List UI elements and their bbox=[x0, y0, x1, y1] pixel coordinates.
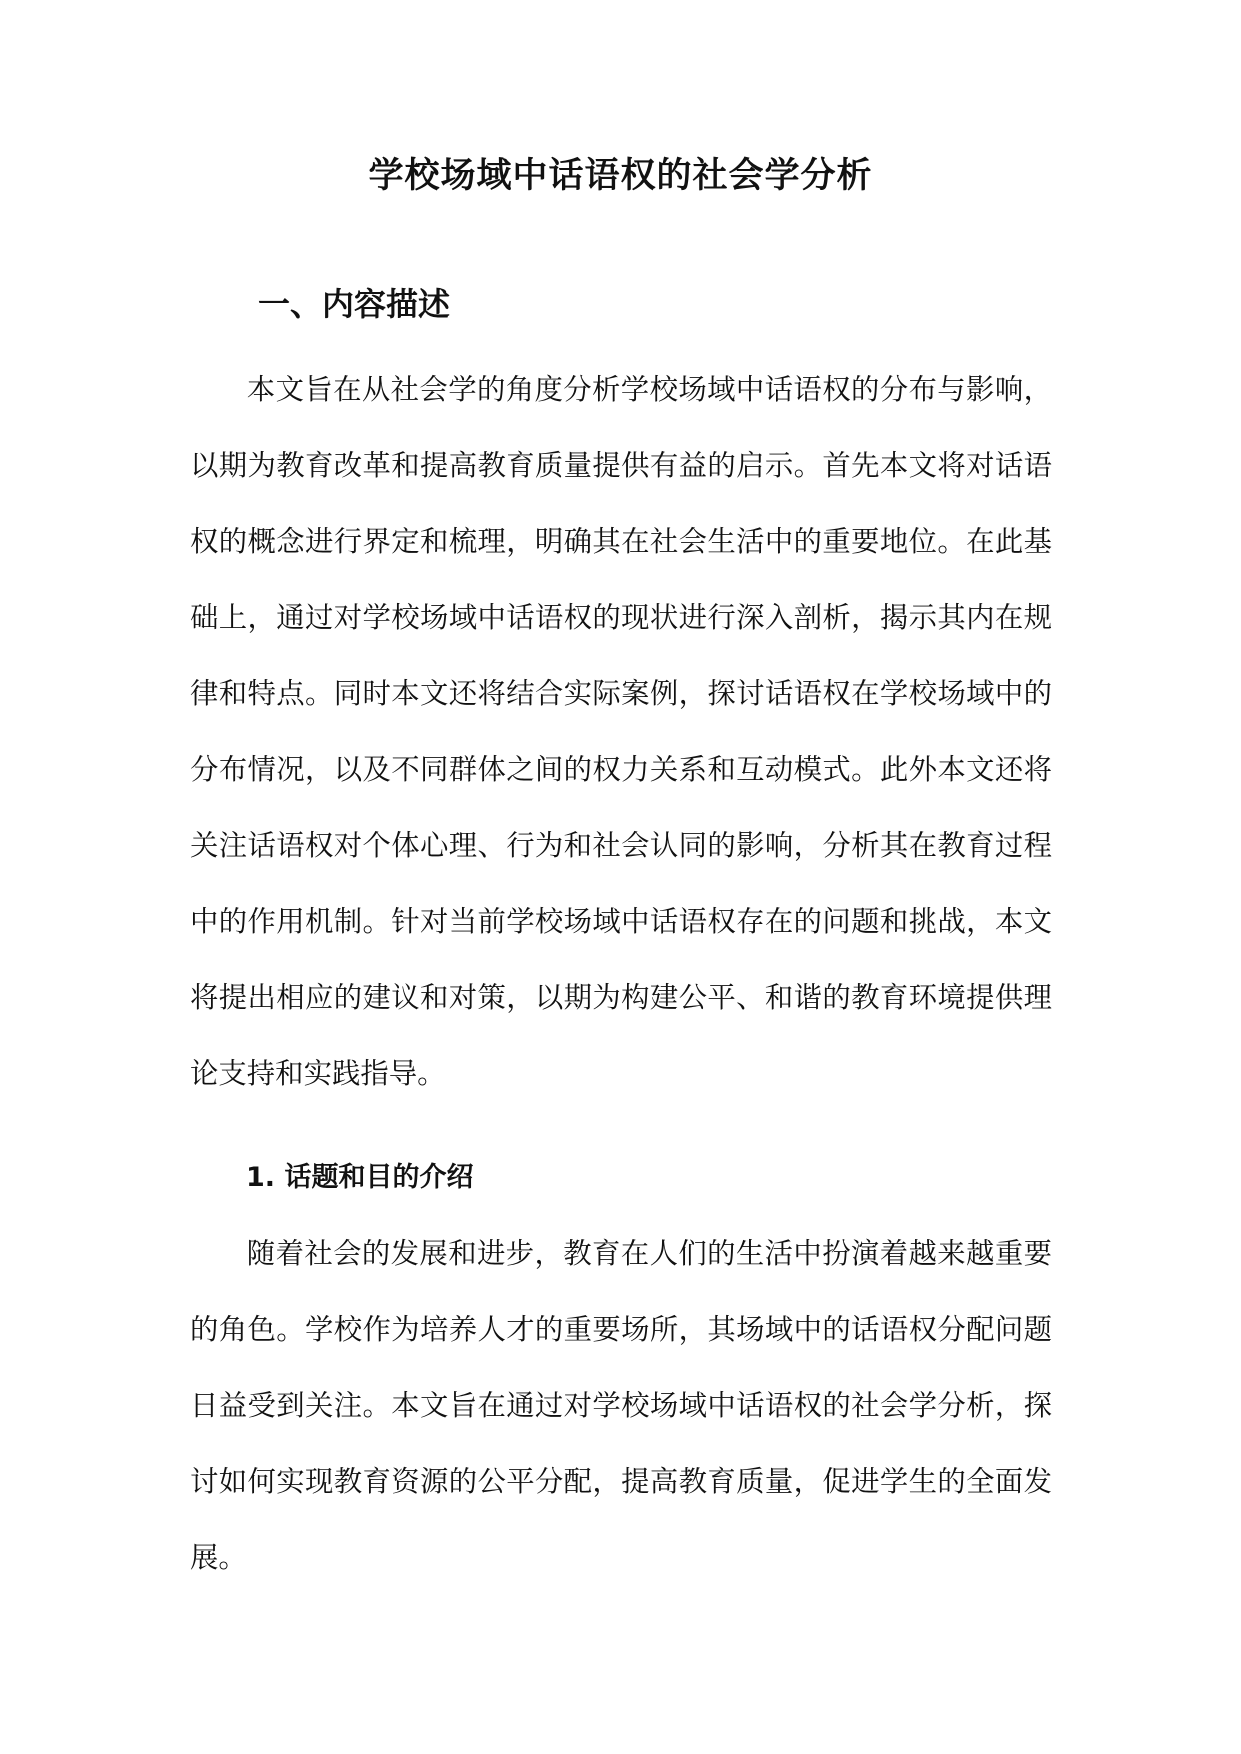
document-title: 学校场域中话语权的社会学分析 bbox=[368, 155, 873, 196]
subsection-paragraph-topic-purpose: 随着社会的发展和进步，教育在人们的生活中扮演着越来越重要的角色。学校作为培养人才的重要场所，其场域中的话语权分配问题日益受到关注。本文旨在通过对学校场域中话语权的社会学分析，探讨如何实现教育资源的公平分配，提高教育质量，促进学生的全面发展。 bbox=[190, 1237, 1052, 1574]
section-paragraph-content-description: 本文旨在从社会学的角度分析学校场域中话语权的分布与影响，以期为教育改革和提高教育质量提供有益的启示。首先本文将对话语权的概念进行界定和梳理，明确其在社会生活中的重要地位。在此基础上，通过对学校场域中话语权的现状进行深入剖析，揭示其内在规律和特点。同时本文还将结合实际案例，探讨话语权在学校场域中的分布情况，以及不同群体之间的权力关系和互动模式。此外本文还将关注话语权对个体心理、行为和社会认同的影响，分析其在教育过程中的作用机制。针对当前学校场域中话语权存在的问题和挑战，本文将提出相应的建议和对策，以期为构建公平、和谐的教育环境提供理论支持和实践指导。 bbox=[190, 373, 1052, 1090]
subsection-heading-topic-purpose: 1. 话题和目的介绍 bbox=[246, 1162, 474, 1193]
section-heading-content-description: 一、内容描述 bbox=[258, 285, 451, 323]
